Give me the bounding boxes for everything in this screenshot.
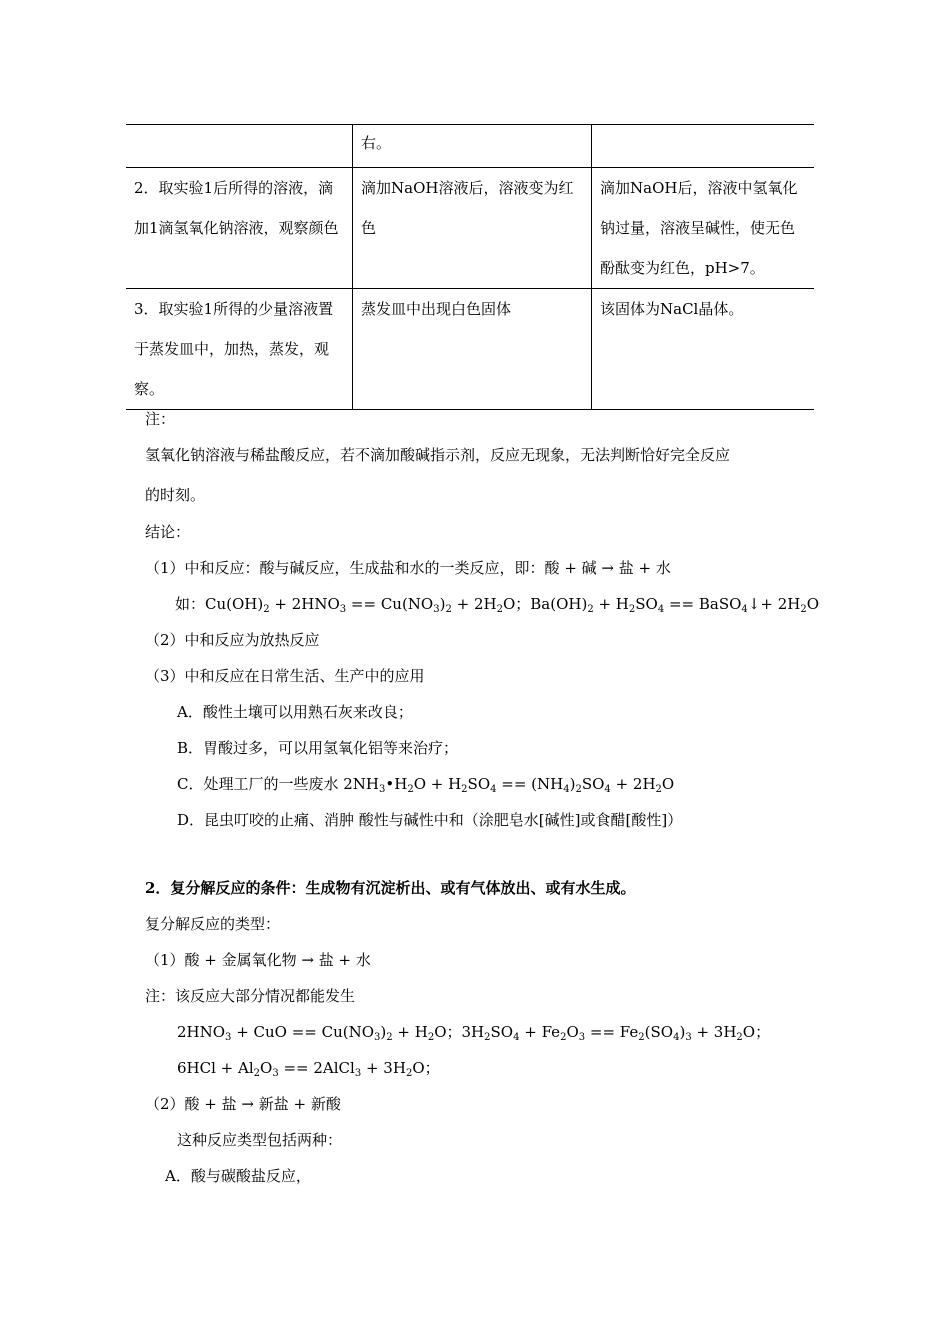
table-row xyxy=(126,125,814,168)
note-text: 氢氧化钠溶液与稀盐酸反应，若不滴加酸碱指示剂，反应无现象，无法判断恰好完全反应 xyxy=(145,446,731,464)
table-cell: 蒸发皿中出现白色固体 xyxy=(353,289,592,410)
experiment-table xyxy=(126,124,814,410)
conclusion-item-1: （1）中和反应：酸与碱反应，生成盐和水的一类反应，即：酸 + 碱 → 盐 + 水 xyxy=(145,559,671,577)
section-2-title: 2．复分解反应的条件：生成物有沉淀析出、或有气体放出、或有水生成。 xyxy=(145,879,636,897)
type-2-item-a: A．酸与碳酸盐反应， xyxy=(165,1167,311,1185)
table-cell: 2．取实验1后所得的溶液，滴加1滴氢氧化钠溶液，观察颜色 xyxy=(126,168,353,289)
conclusion-item-3: （3）中和反应在日常生活、生产中的应用 xyxy=(145,667,425,685)
table-cell xyxy=(126,125,353,168)
application-c: C．处理工厂的一些废水 $2NH_3•H_2O + H_2SO_4 == (NH_4)_2SO_4 + 2H_2O$ xyxy=(177,775,675,795)
application-d: D．昆虫叮咬的止痛、消肿 酸性与碱性中和（涂肥皂水[碱性]或食醋[酸性]） xyxy=(177,811,683,829)
table-cell: 3．取实验1所得的少量溶液置于蒸发皿中，加热，蒸发，观察。 xyxy=(126,289,353,410)
type-2-description: 这种反应类型包括两种： xyxy=(177,1131,343,1149)
table-cell: 滴加NaOH溶液后，溶液变为红色 xyxy=(353,168,592,289)
type-2-heading: （2）酸 + 盐 → 新盐 + 新酸 xyxy=(145,1095,341,1113)
section-2-types-label: 复分解反应的类型： xyxy=(145,915,281,933)
type-1-equation-2: $6HCl + Al_2O_3$ == 2AlCl$_3$ + $3H_2O$； xyxy=(177,1059,440,1079)
conclusion-item-2: （2）中和反应为放热反应 xyxy=(145,631,320,649)
type-1-note: 注：该反应大部分情况都能发生 xyxy=(145,987,356,1005)
table-cell: 滴加NaOH后，溶液中氢氧化钠过量，溶液呈碱性，使无色酚酞变为红色，pH>7。 xyxy=(592,168,815,289)
table-cell xyxy=(592,125,815,168)
table-cell: 该固体为NaCl晶体。 xyxy=(592,289,815,410)
type-1-equation-1: $2HNO_3$ + CuO == $Cu(NO_3)_2 + H_2O$；$3H_2SO_4 + Fe_2O_3 == Fe_2(SO_4)_3 + 3H_2O$； xyxy=(177,1023,771,1043)
conclusion-label: 结论： xyxy=(145,523,191,541)
application-b: B．胃酸过多，可以用氢氧化铝等来治疗； xyxy=(177,739,459,757)
application-a: A．酸性土壤可以用熟石灰来改良； xyxy=(177,703,413,721)
table-row xyxy=(126,168,814,289)
note-label: 注： xyxy=(145,410,176,428)
table-row xyxy=(126,289,814,410)
neutralization-example: 如：$Cu(OH)_2 + 2HNO_3 == Cu(NO_3)_2 + 2H_2O$；$Ba(OH)_2 + H_2SO_4$ == BaSO$_4$↓+ $2H_2O$ xyxy=(175,595,820,615)
type-1-heading: （1）酸 + 金属氧化物 → 盐 + 水 xyxy=(145,951,371,969)
table-cell: 右。 xyxy=(353,125,592,168)
note-text-continued: 的时刻。 xyxy=(145,486,206,504)
